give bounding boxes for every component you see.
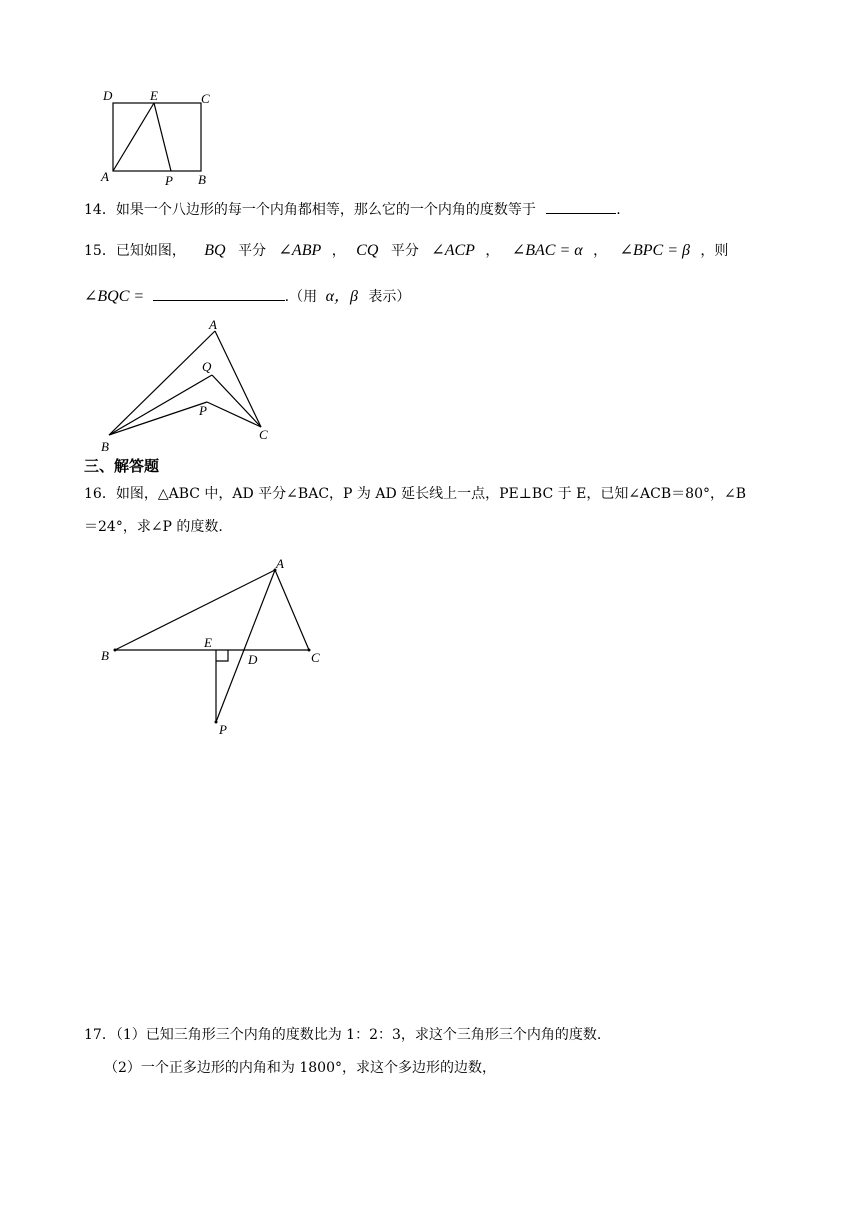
label-a: A — [209, 317, 217, 332]
segment-ac — [215, 331, 261, 427]
answer-blank[interactable] — [546, 213, 616, 214]
label-p: P — [165, 173, 173, 188]
question-16-line2: ＝24°，求∠P 的度数. — [84, 519, 223, 535]
label-c: C — [259, 427, 268, 442]
q15-tail1: .（用 — [284, 289, 318, 305]
q15-cq: CQ — [356, 242, 379, 259]
section-title: 三、解答题 — [84, 457, 160, 475]
q15-comma3: ， — [593, 243, 608, 259]
period: . — [616, 202, 621, 218]
q15-pingfen1: 平分 — [238, 243, 267, 259]
label-b: B — [101, 439, 109, 454]
question-16-line1: 16．如图，△ABC 中，AD 平分∠BAC，P 为 AD 延长线上一点，PE⊥BC 于 E，已知∠ACB＝80°，∠B — [84, 486, 746, 502]
label-b: B — [198, 172, 206, 187]
label-p: P — [199, 403, 207, 418]
label-e: E — [204, 635, 212, 650]
question-number: 15． — [84, 243, 116, 259]
segment-ep — [154, 103, 171, 171]
label-e: E — [150, 88, 158, 103]
q15-abp: ∠ABP — [278, 242, 322, 259]
label-a: A — [101, 169, 109, 184]
q15-bq: BQ — [204, 242, 226, 259]
dart-figure — [95, 315, 285, 455]
label-b: B — [101, 648, 109, 663]
question-15-line2 — [84, 287, 410, 307]
right-angle-mark — [216, 650, 228, 661]
q15-bqc: ∠BQC = — [84, 288, 145, 305]
label-c: C — [311, 650, 320, 665]
q15-comma1: ， — [331, 243, 346, 259]
triangle-figure — [95, 550, 335, 740]
q15-acp: ∠ACP — [431, 242, 475, 259]
segment-pc — [207, 402, 261, 427]
point-b — [114, 649, 117, 652]
point-p — [215, 721, 218, 724]
q15-pingfen2: 平分 — [390, 243, 419, 259]
question-number: 14． — [84, 202, 116, 218]
segment-qc — [212, 375, 261, 427]
label-q: Q — [202, 359, 212, 374]
segment-ae — [113, 103, 154, 171]
q15-comma2: ， — [485, 243, 500, 259]
question-14 — [84, 200, 621, 220]
question-text: 如果一个八边形的每一个内角都相等，那么它的一个内角的度数等于 — [115, 202, 536, 218]
label-p: P — [219, 722, 227, 737]
label-d: D — [103, 88, 113, 103]
segment-ap — [216, 570, 275, 722]
q15-intro: 已知如图， — [115, 243, 186, 259]
q15-alpha-beta: α，β — [325, 288, 358, 305]
segment-ac — [275, 570, 309, 650]
question-15-line1 — [84, 241, 728, 261]
answer-blank[interactable] — [153, 300, 285, 301]
label-c: C — [201, 91, 210, 106]
label-a: A — [276, 556, 284, 571]
q15-tail2: 表示） — [368, 289, 411, 305]
q15-bpc: ∠BPC = β — [619, 242, 690, 259]
rectangle-figure — [95, 85, 225, 190]
label-d: D — [248, 652, 258, 667]
question-17-line2: （2）一个正多边形的内角和为 1800°，求这个多边形的边数， — [104, 1060, 496, 1076]
segment-ba — [115, 570, 275, 650]
q15-ze: ，则 — [700, 243, 729, 259]
q15-bac: ∠BAC = α — [511, 242, 583, 259]
question-17-line1: 17．（1）已知三角形三个内角的度数比为 1：2：3，求这个三角形三个内角的度数. — [84, 1027, 602, 1043]
